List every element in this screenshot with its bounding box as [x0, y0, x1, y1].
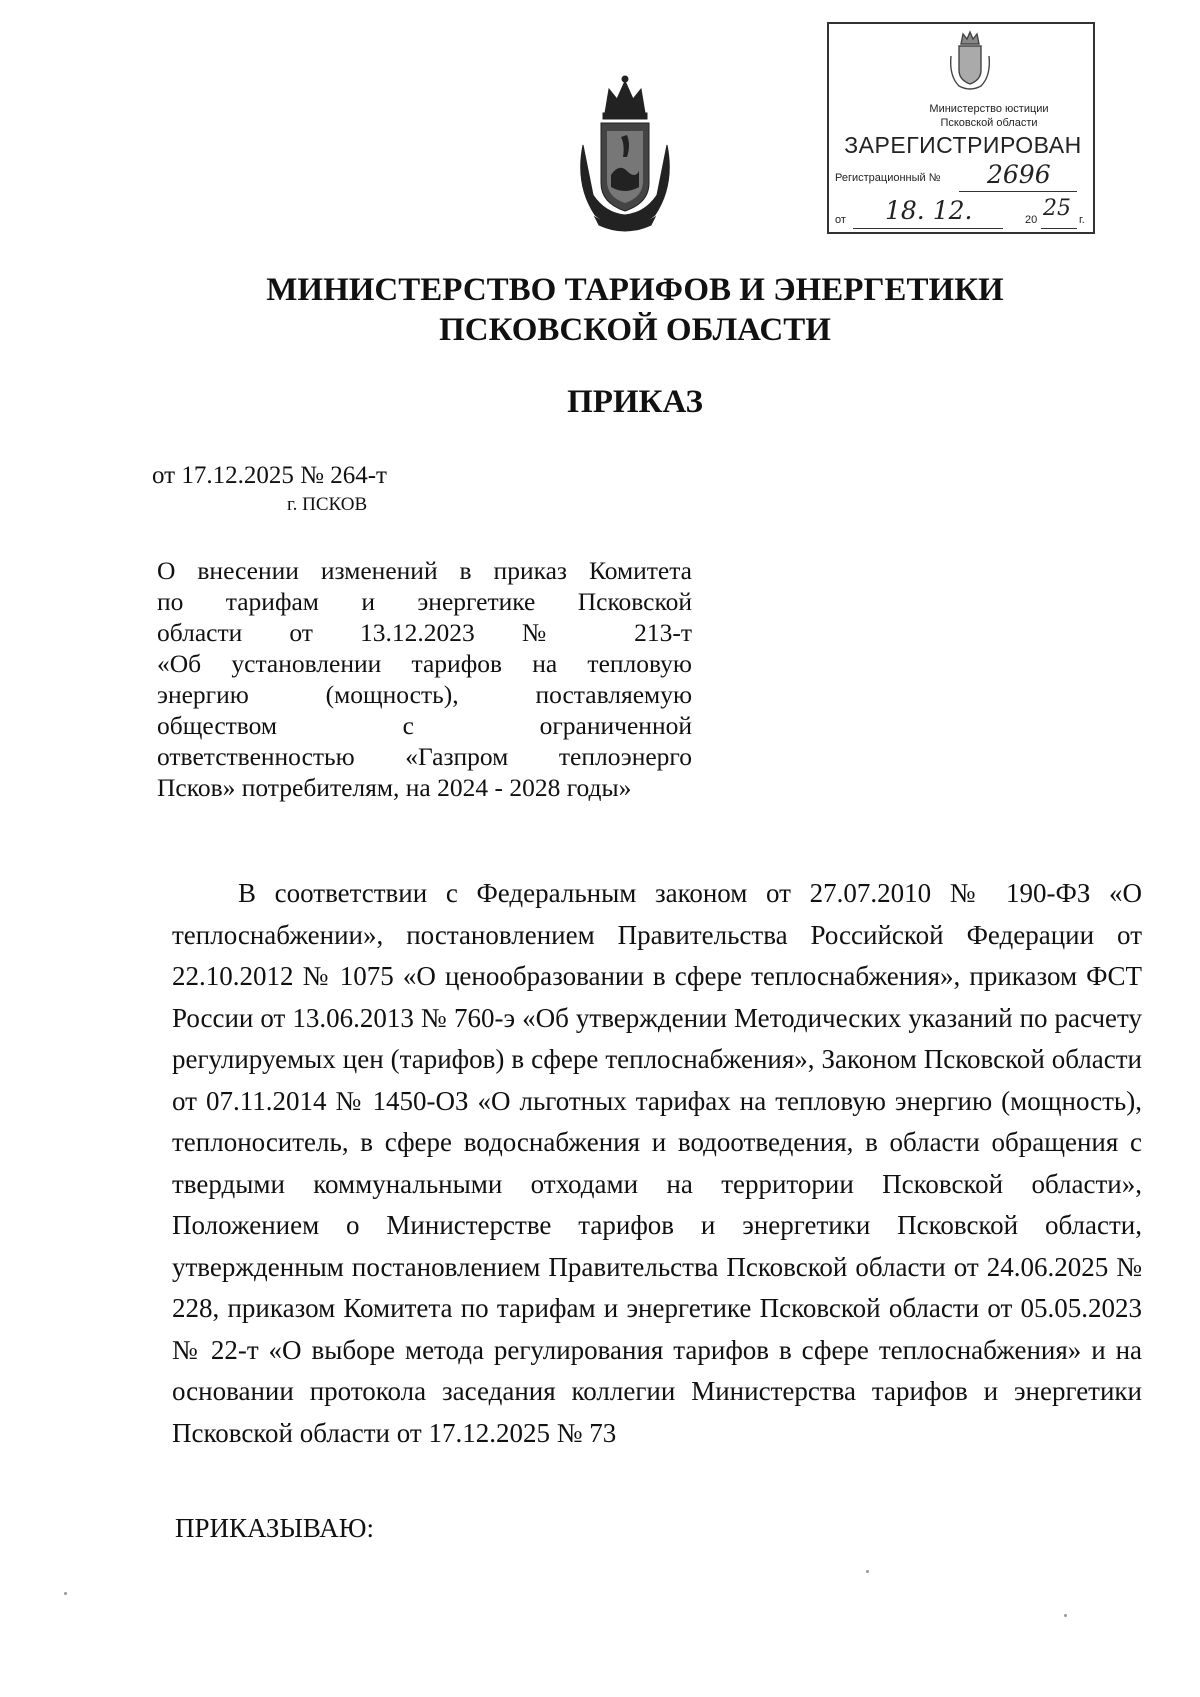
subject-line: области от 13.12.2023 № 213-т: [157, 618, 692, 647]
stamp-org-line1: Министерство юстиции: [929, 103, 1049, 115]
stamp-status: ЗАРЕГИСТРИРОВАН: [844, 132, 1082, 158]
stamp-year-end: г.: [1079, 214, 1085, 226]
stamp-org-line2: Псковской области: [940, 117, 1038, 129]
subject-line: энергию (мощность), поставляемую: [157, 680, 692, 709]
stamp-emblem-icon: [947, 30, 993, 94]
stamp-org-name: [884, 102, 1094, 130]
order-subject: [157, 555, 692, 803]
order-date-number: от 17.12.2025 № 264-т: [152, 462, 387, 489]
subject-line: ответственностью «Газпром теплоэнерго: [157, 742, 692, 771]
order-command: ПРИКАЗЫВАЮ:: [175, 1513, 374, 1543]
ministry-title-line2: ПСКОВСКОЙ ОБЛАСТИ: [439, 312, 831, 348]
subject-line: по тарифам и энергетике Псковской: [157, 587, 692, 616]
stamp-reg-label: Регистрационный №: [835, 172, 941, 184]
document-type-heading: ПРИКАЗ: [567, 384, 703, 420]
scan-speck: [866, 1570, 869, 1573]
scan-speck: [64, 1592, 67, 1595]
ministry-title-line1: МИНИСТЕРСТВО ТАРИФОВ И ЭНЕРГЕТИКИ: [266, 272, 1004, 308]
registration-stamp: [827, 22, 1095, 234]
stamp-year-underline: [1041, 228, 1077, 229]
order-city: г. ПСКОВ: [287, 494, 368, 515]
scan-speck: [1064, 1614, 1067, 1617]
stamp-date-underline: [853, 228, 1003, 229]
stamp-date-label: от: [835, 214, 846, 226]
stamp-reg-underline: [959, 191, 1077, 192]
subject-line: обществом с ограниченной: [157, 711, 692, 740]
coat-of-arms-emblem: [565, 75, 685, 235]
subject-line: О внесении изменений в приказ Комитета: [157, 556, 692, 585]
stamp-year-prefix: 20: [1025, 214, 1038, 226]
stamp-year-handwritten: 25: [1043, 196, 1071, 221]
preamble-paragraph: В соответствии с Федеральным законом от 27.07.2010 № 190-ФЗ «О теплоснабжении», постановлением Правительства Российской Федерации от 22.10.2012 № 1075 «О ценообразовании в сфере теплоснабжения», приказом ФСТ России от 13.06.2013 № 760-э «Об утверждении Методических указаний по расчету регулируемых цен (тарифов) в сфере теплоснабжения», Законом Псковской области от 07.11.2014 № 1450-ОЗ «О льготных тарифах на тепловую энергию (мощность), теплоноситель, в сфере водоснабжения и водоотведения, в области обращения с твердыми коммунальными отходами на территории Псковской области», Положением о Министерстве тарифов и энергетики Псковской области, утвержденным постановлением Правительства Псковской области от 24.06.2025 № 228, приказом Комитета по тарифам и энергетике Псковской области от 05.05.2023 № 22-т «О выборе метода регулирования тарифов в сфере теплоснабжения» и на основании протокола заседания коллегии Министерства тарифов и энергетики Псковской области от 17.12.2025 № 73: [172, 878, 1142, 1448]
subject-line: Псков» потребителям, на 2024 - 2028 годы»: [157, 773, 632, 802]
subject-line: «Об установлении тарифов на тепловую: [157, 649, 692, 678]
stamp-reg-number: 2696: [987, 160, 1051, 189]
stamp-date-handwritten: 18. 12.: [885, 196, 973, 225]
